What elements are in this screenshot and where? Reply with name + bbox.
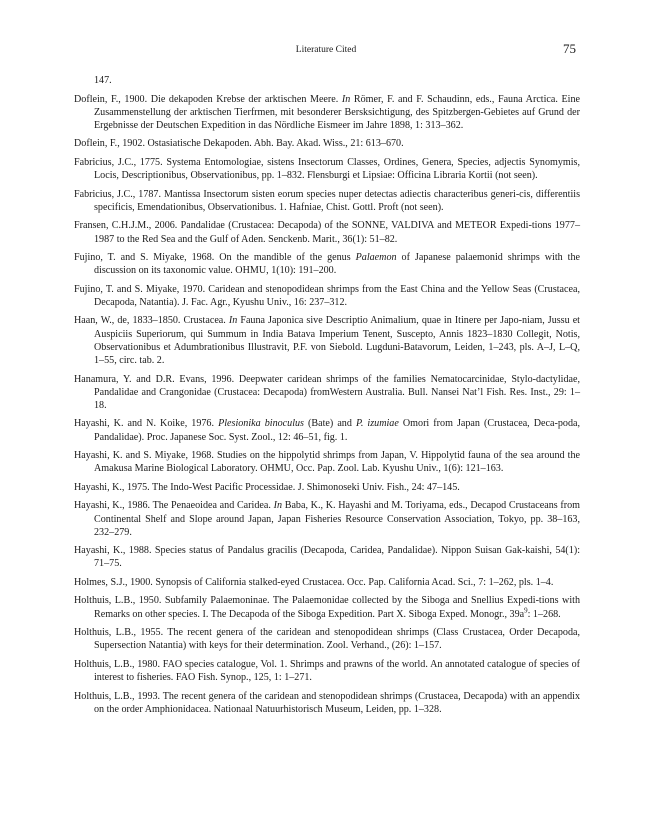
reference-text: Hayashi, K., 1975. The Indo-West Pacific Processidae. J. Shimonoseki Univ. Fish., 24: 47–145. (74, 481, 460, 493)
reference-entry (74, 576, 580, 589)
reference-entry (74, 156, 580, 182)
reference-text: Fauna Japonica sive Descriptio Animalium, quae in Itinere per Japo-niam, Jussu et Auspiciis Superiorum, qui Summum in India Batava Imperium Tenent, Suscepto, Annis 1823–1830 Collegit, Notis, Observationibus et Adumbrationibus Illustravit, P.F. von Siebold. Lugduni-Batavorum, Leiden, 1–243, pls. A–J, L–Q, 1–55, circ. tab. 2. (94, 315, 580, 367)
reference-entry (74, 449, 580, 475)
reference-text: Haan, W., de, 1833–1850. Crustacea. (74, 315, 229, 327)
reference-text: Omori from Japan (Crustacea, Deca-poda, Pandalidae). Proc. Japanese Soc. Syst. Zool., 12: 46–51, fig. 1. (94, 418, 580, 443)
reference-text: Doflein, F., 1902. Ostasiatische Dekapoden. Abh. Bay. Akad. Wiss., 21: 613–670. (74, 138, 404, 150)
reference-entry (74, 373, 580, 413)
reference-text: Hayashi, K. and S. Miyake, 1968. Studies on the hippolytid shrimps from Japan, V. Hippolytid fauna of the sea around the Amakusa Marine Biological Laboratory. OHMU, Occ. Pap. Zool. Lab. Kyushu Univ., 1(6): 121–163. (74, 450, 580, 475)
italic-text: In (341, 93, 351, 105)
reference-entry (74, 594, 580, 620)
reference-text: Holmes, S.J., 1900. Synopsis of California stalked-eyed Crustacea. Occ. Pap. California Acad. Sci., 7: 1–262, pls. 1–4. (74, 576, 554, 588)
reference-list (74, 74, 580, 721)
reference-entry (74, 481, 580, 494)
reference-text: : 1–268. (527, 608, 561, 620)
reference-entry (74, 417, 580, 443)
reference-text: of Japanese palaemonid shrimps with the discussion on its taxonomic value. OHMU, 1(10): 191–200. (94, 252, 580, 277)
reference-text: Fabricius, J.C., 1787. Mantissa Insectorum sisten eorum species nuper detectas adiectis characteribus generi-cis, differentiis specificis, Emendationibus, Observationibus. 1. Hafniae, Chist. Gottl. Proft (not seen). (74, 188, 580, 213)
reference-entry (74, 283, 580, 309)
reference-text: Baba, K., K. Hayashi and M. Toriyama, eds., Decapod Crustaceans from Continental Shelf and Slope around Japan, Japan Fisheries Resource Conservation Association, Tokyo, pp. 38–163, 232–279. (94, 500, 581, 538)
italic-text: P. izumiae (355, 418, 399, 430)
reference-text: Römer, F. and F. Schaudinn, eds., Fauna Arctica. Eine Zusammenstellung der arktischen Tierfrmen, mit besonderer Bersksichtigung, des Spitzbergen-Gebietes auf Grund der Ergebnisse der Deutschen Expedition in das Nördliche Eismeer im Jahre 1898, 1: 313–362. (94, 93, 580, 131)
reference-entry (74, 188, 580, 214)
italic-text: In (273, 500, 282, 512)
italic-text: In (228, 315, 238, 327)
reference-text: Fabricius, J.C., 1775. Systema Entomologiae, sistens Insectorum Classes, Ordines, Genera, Species, adjectis Synomymis, Locis, Descriptionibus, Observationibus, pp. 1–832. Flensburgi et Lipsiae: Officina Libraria Kortii (not seen). (74, 156, 580, 182)
reference-text: Doflein, F., 1900. Die dekapoden Krebse der arktischen Meere. (74, 93, 342, 105)
reference-entry (74, 219, 580, 245)
reference-text: Fransen, C.H.J.M., 2006. Pandalidae (Crustacea: Decapoda) of the SONNE, VALDIVA and METEOR Expedi-tions 1977–1987 to the Red Sea and the Gulf of Aden. Senckenb. Marit., 36(1): 51–82. (74, 220, 580, 245)
italic-text: Plesionika binoculus (218, 418, 304, 430)
reference-entry (74, 544, 580, 570)
reference-text: Hayashi, K. and N. Koike, 1976. (74, 418, 219, 430)
reference-text: Holthuis, L.B., 1955. The recent genera of the caridean and stenopodidean shrimps (Class Crustacea, Order Decapoda, Supersection Natantia) with keys for their determination. Zool. Verhand., (26): 1–157. (74, 627, 580, 652)
reference-text: Hayashi, K., 1986. The Penaeoidea and Caridea. (74, 500, 274, 512)
reference-continuation (74, 74, 580, 87)
running-title: Literature Cited (295, 45, 357, 55)
reference-entry (74, 499, 580, 539)
page-header (0, 41, 652, 61)
reference-text: Fujino, T. and S. Miyake, 1970. Caridean and stenopodidean shrimps from the East China and the Yellow Seas (Crustacea, Decapoda, Natantia). J. Fac. Agr., Kyushu Univ., 16: 237–312. (74, 283, 580, 308)
reference-entry (74, 658, 580, 684)
reference-text: Holthuis, L.B., 1950. Subfamily Palaemoninae. The Palaemonidae collected by the Siboga and Snellius Expedi-tions with Remarks on other species. I. The Decapoda of the Siboga Expedition. Part X. Siboga Exped. Monogr., 39a (74, 595, 580, 620)
reference-entry (74, 93, 580, 133)
reference-text: Hayashi, K., 1988. Species status of Pandalus gracilis (Decapoda, Caridea, Pandalidae). Nippon Suisan Gak-kaishi, 54(1): 71–75. (74, 545, 580, 570)
reference-entry (74, 314, 580, 367)
reference-text: Holthuis, L.B., 1993. The recent genera of the caridean and stenopodidean shrimps (Crustacea, Decapoda) with an appendix on the order Amphionidacea. Nationaal Natuurhistorisch Museum, Leiden, pp. 1–328. (74, 690, 580, 715)
page-number: 75 (563, 41, 576, 56)
reference-entry (74, 251, 580, 277)
reference-text: Holthuis, L.B., 1980. FAO species catalogue, Vol. 1. Shrimps and prawns of the world. An annotated catalogue of species of interest to fisheries. FAO Fish. Synop., 125, 1: 1–271. (74, 658, 580, 684)
superscript: 9 (524, 606, 528, 615)
reference-entry (74, 626, 580, 652)
reference-text: 147. (94, 75, 112, 86)
italic-text: Palaemon (355, 252, 397, 264)
reference-entry (74, 137, 580, 150)
reference-text: Fujino, T. and S. Miyake, 1968. On the mandible of the genus (74, 252, 356, 264)
reference-text: Hanamura, Y. and D.R. Evans, 1996. Deepwater caridean shrimps of the families Nematocarcinidae, Stylo-dactylidae, Pandalidae and Crangonidae (Crustacea: Decapoda) fromWestern Australia. Bull. Nansei Nat’l Fish. Res. Inst., 29: 1–18. (74, 373, 580, 411)
reference-text: (Bate) and (303, 418, 356, 430)
reference-entry (74, 690, 580, 716)
